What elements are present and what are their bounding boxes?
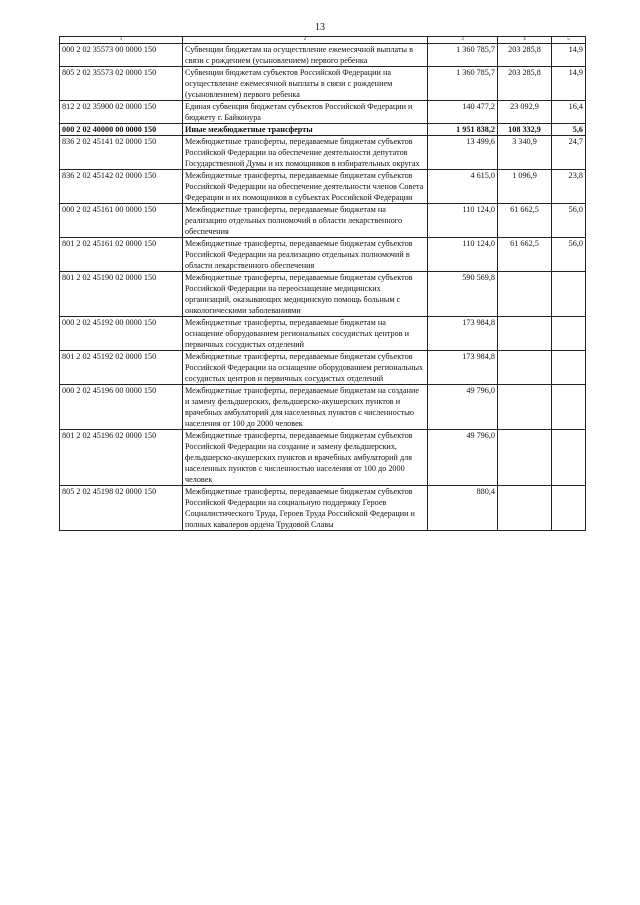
percent-cell [552, 351, 586, 385]
actual-amount-cell [498, 272, 552, 317]
table-row [60, 272, 586, 317]
actual-amount-cell: 3 340,9 [498, 136, 552, 170]
plan-amount-cell: 880,4 [428, 486, 498, 531]
budget-code-cell: 836 2 02 45142 02 0000 150 [60, 170, 183, 204]
column-number: 2 [183, 37, 428, 44]
percent-cell [552, 486, 586, 531]
description-cell: Межбюджетные трансферты, передаваемые бюджетам субъектов Российской Федерации на социальную поддержку Героев Социалистического Труда, Героев Труда Российской Федерации и полных кавалеров ордена Трудовой Славы [183, 486, 428, 531]
column-number: 1 [60, 37, 183, 44]
actual-amount-cell [498, 385, 552, 430]
plan-amount-cell: 590 569,8 [428, 272, 498, 317]
column-number-row [60, 37, 586, 44]
table-row [60, 351, 586, 385]
budget-code-cell: 805 2 02 45198 02 0000 150 [60, 486, 183, 531]
description-cell: Единая субвенция бюджетам субъектов Российской Федерации и бюджету г. Байконура [183, 101, 428, 124]
budget-table [59, 36, 586, 531]
actual-amount-cell [498, 430, 552, 486]
table-row [60, 170, 586, 204]
percent-cell [552, 272, 586, 317]
table-row [60, 430, 586, 486]
table-row [60, 44, 586, 67]
budget-code-cell: 801 2 02 45161 02 0000 150 [60, 238, 183, 272]
description-cell: Межбюджетные трансферты, передаваемые бюджетам субъектов Российской Федерации на переоснащение медицинских организаций, оказывающих медицинскую помощь больным с онкологическими заболеваниями [183, 272, 428, 317]
percent-cell: 56,0 [552, 238, 586, 272]
actual-amount-cell: 1 096,9 [498, 170, 552, 204]
actual-amount-cell [498, 486, 552, 531]
actual-amount-cell [498, 317, 552, 351]
actual-amount-cell: 203 285,8 [498, 44, 552, 67]
plan-amount-cell: 110 124,0 [428, 238, 498, 272]
budget-code-cell: 000 2 02 45196 00 0000 150 [60, 385, 183, 430]
table-row [60, 67, 586, 101]
table-row [60, 101, 586, 124]
description-cell: Субвенции бюджетам субъектов Российской Федерации на осуществление ежемесячной выплаты в связи с рождением (усыновлением) первого ребенка [183, 67, 428, 101]
table-row [60, 317, 586, 351]
actual-amount-cell: 203 285,8 [498, 67, 552, 101]
budget-code-cell: 801 2 02 45196 02 0000 150 [60, 430, 183, 486]
description-cell: Межбюджетные трансферты, передаваемые бюджетам субъектов Российской Федерации на обеспечение деятельности членов Совета Федерации и их помощников в субъектах Российской Федерации [183, 170, 428, 204]
description-cell: Межбюджетные трансферты, передаваемые бюджетам субъектов Российской Федерации на создание и замену фельдшерских, фельдшерско-акушерских пунктов и врачебных амбулаторий для населенных пунктов с численностью населения от 100 до 2000 человек [183, 430, 428, 486]
plan-amount-cell: 49 796,0 [428, 430, 498, 486]
column-number: 4 [498, 37, 552, 44]
plan-amount-cell: 13 499,6 [428, 136, 498, 170]
description-cell: Межбюджетные трансферты, передаваемые бюджетам на оснащение оборудованием региональных сосудистых центров и первичных сосудистых отделений [183, 317, 428, 351]
description-cell: Субвенции бюджетам на осуществление ежемесячной выплаты в связи с рождением (усыновлением) первого ребенка [183, 44, 428, 67]
percent-cell: 14,9 [552, 44, 586, 67]
column-number: 3 [428, 37, 498, 44]
percent-cell: 56,0 [552, 204, 586, 238]
percent-cell: 24,7 [552, 136, 586, 170]
percent-cell: 5,6 [552, 124, 586, 136]
percent-cell: 23,8 [552, 170, 586, 204]
percent-cell: 14,9 [552, 67, 586, 101]
budget-code-cell: 000 2 02 40000 00 0000 150 [60, 124, 183, 136]
plan-amount-cell: 173 984,8 [428, 317, 498, 351]
budget-code-cell: 801 2 02 45190 02 0000 150 [60, 272, 183, 317]
actual-amount-cell: 108 332,9 [498, 124, 552, 136]
page-number: 13 [315, 22, 325, 33]
plan-amount-cell: 1 360 785,7 [428, 44, 498, 67]
plan-amount-cell: 173 984,8 [428, 351, 498, 385]
percent-cell [552, 317, 586, 351]
budget-code-cell: 812 2 02 35900 02 0000 150 [60, 101, 183, 124]
column-number: 5 [552, 37, 586, 44]
plan-amount-cell: 1 360 785,7 [428, 67, 498, 101]
actual-amount-cell: 23 092,9 [498, 101, 552, 124]
plan-amount-cell: 1 951 838,2 [428, 124, 498, 136]
percent-cell: 16,4 [552, 101, 586, 124]
description-cell: Иные межбюджетные трансферты [183, 124, 428, 136]
description-cell: Межбюджетные трансферты, передаваемые бюджетам на создание и замену фельдшерских, фельдшерско-акушерских пунктов и врачебных амбулаторий для населенных пунктов с численностью населения от 100 до 2000 человек [183, 385, 428, 430]
budget-code-cell: 000 2 02 35573 00 0000 150 [60, 44, 183, 67]
description-cell: Межбюджетные трансферты, передаваемые бюджетам на реализацию отдельных полномочий в области лекарственного обеспечения [183, 204, 428, 238]
budget-code-cell: 836 2 02 45141 02 0000 150 [60, 136, 183, 170]
plan-amount-cell: 49 796,0 [428, 385, 498, 430]
table-row [60, 385, 586, 430]
actual-amount-cell: 61 662,5 [498, 238, 552, 272]
plan-amount-cell: 4 615,0 [428, 170, 498, 204]
description-cell: Межбюджетные трансферты, передаваемые бюджетам субъектов Российской Федерации на оснащение оборудованием региональных сосудистых центров и первичных сосудистых отделений [183, 351, 428, 385]
description-cell: Межбюджетные трансферты, передаваемые бюджетам субъектов Российской Федерации на обеспечение деятельности депутатов Государственной Думы и их помощников в избирательных округах [183, 136, 428, 170]
actual-amount-cell [498, 351, 552, 385]
description-cell: Межбюджетные трансферты, передаваемые бюджетам субъектов Российской Федерации на реализацию отдельных полномочий в области лекарственного обеспечения [183, 238, 428, 272]
budget-code-cell: 805 2 02 35573 02 0000 150 [60, 67, 183, 101]
percent-cell [552, 385, 586, 430]
budget-code-cell: 801 2 02 45192 02 0000 150 [60, 351, 183, 385]
budget-code-cell: 000 2 02 45161 00 0000 150 [60, 204, 183, 238]
table-row [60, 486, 586, 531]
budget-code-cell: 000 2 02 45192 00 0000 150 [60, 317, 183, 351]
actual-amount-cell: 61 662,5 [498, 204, 552, 238]
table-row [60, 204, 586, 238]
table-row [60, 124, 586, 136]
table-row [60, 136, 586, 170]
plan-amount-cell: 140 477,2 [428, 101, 498, 124]
table-row [60, 238, 586, 272]
plan-amount-cell: 110 124,0 [428, 204, 498, 238]
percent-cell [552, 430, 586, 486]
